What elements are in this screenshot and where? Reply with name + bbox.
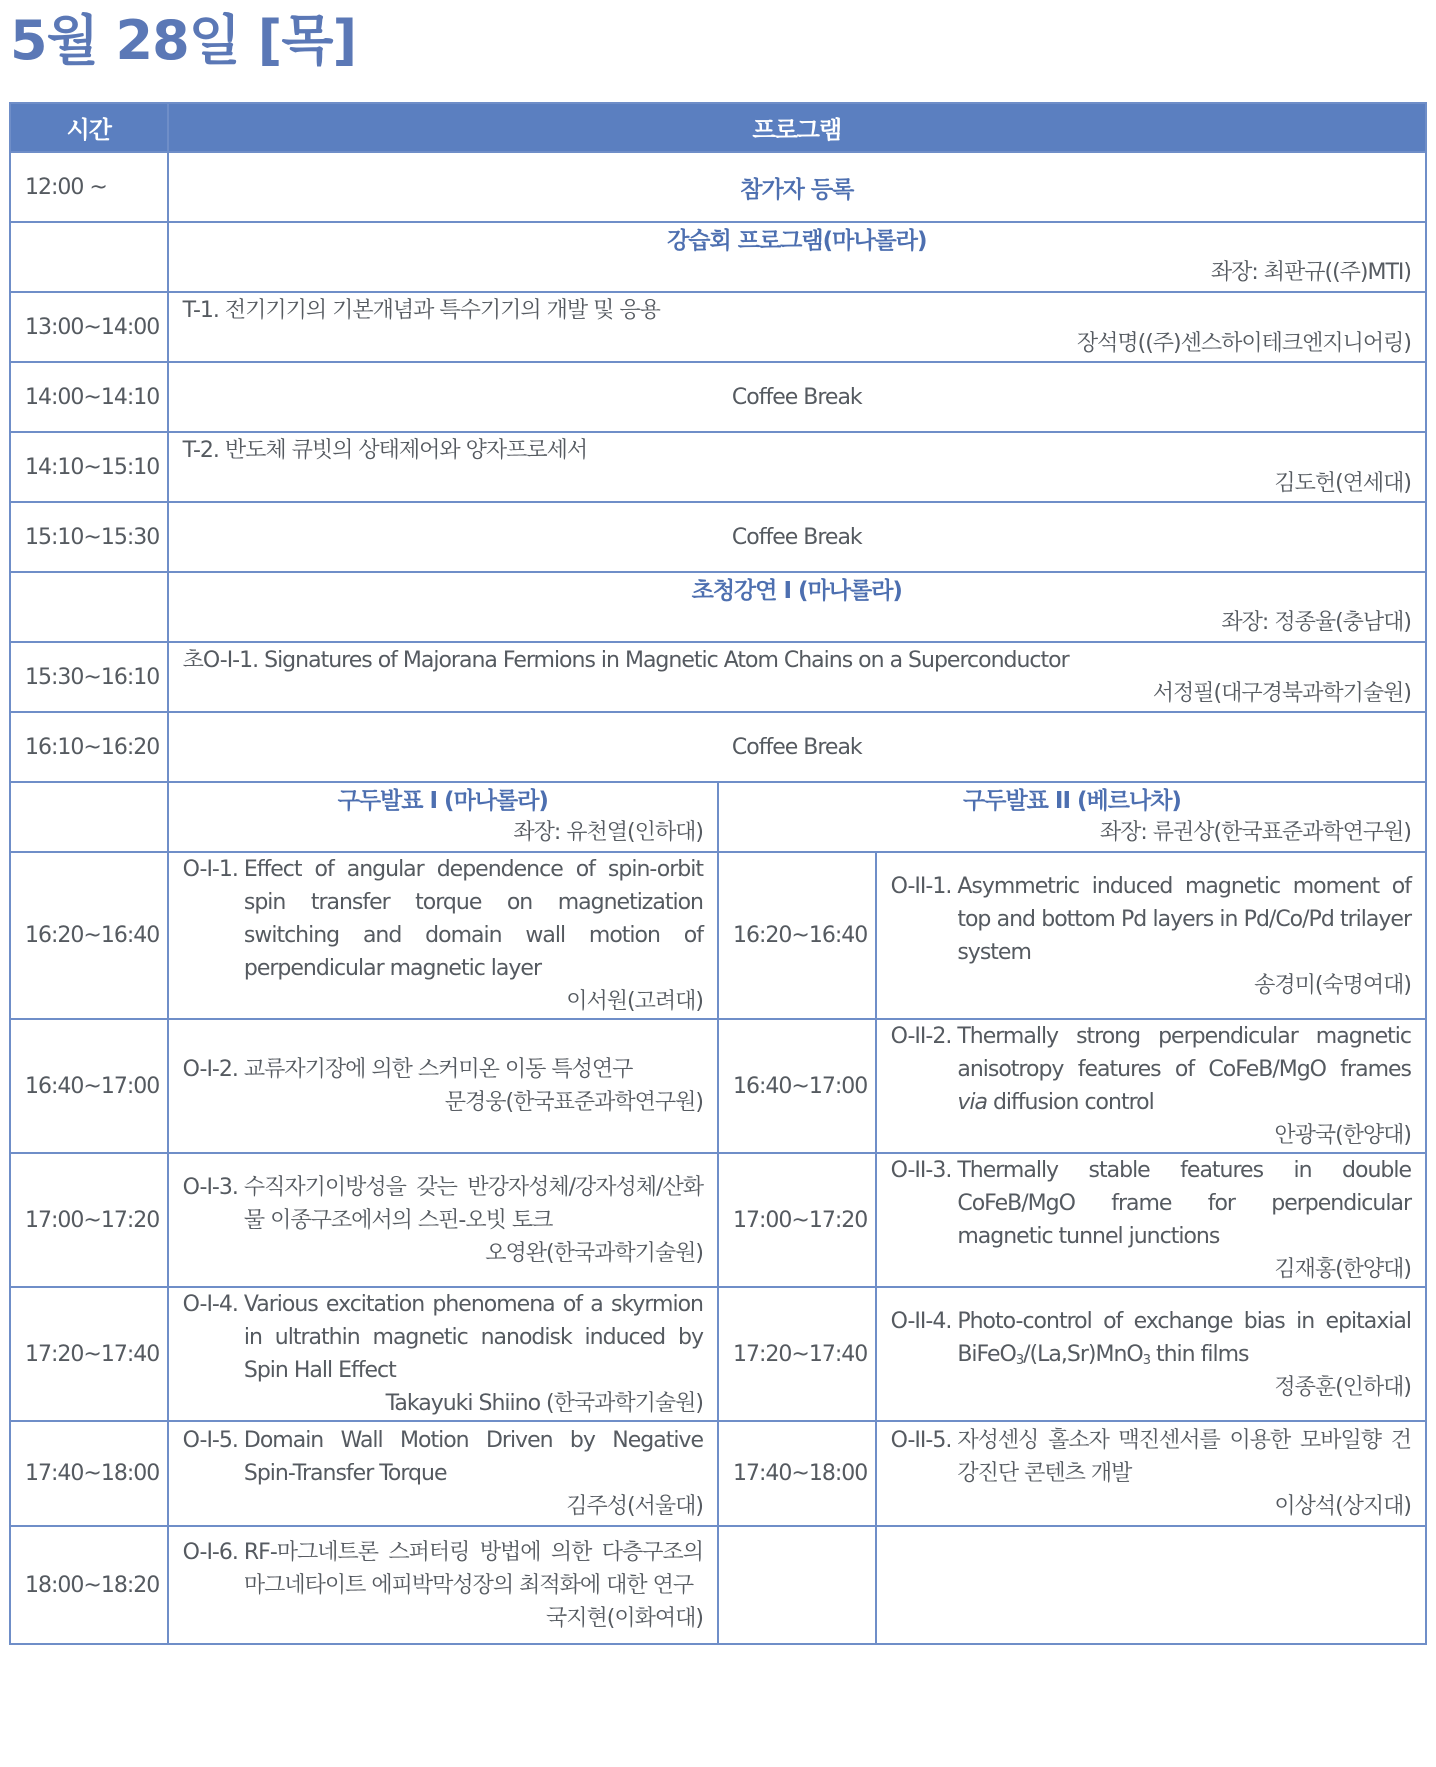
talk-speaker: 안광국(한양대) — [1274, 1123, 1411, 1148]
talk-cell — [876, 852, 1426, 1019]
page-title: 5월 28일 [목] — [10, 9, 357, 72]
session-title: 초청강연 I (마나롤라) — [691, 578, 902, 604]
talk-code: O-II-5. — [890, 1428, 952, 1453]
talk-cell — [168, 1019, 718, 1153]
session-chair: 좌장: 정종율(충남대) — [1221, 610, 1411, 635]
empty-cell — [718, 1526, 876, 1644]
talk-cell — [168, 292, 1426, 362]
talk-cell — [876, 1019, 1426, 1153]
talk-cell — [168, 432, 1426, 502]
time-cell: 16:10~16:20 — [10, 712, 168, 782]
talk-cell — [168, 1421, 718, 1526]
time-cell — [10, 222, 168, 292]
session-header-right — [718, 782, 1426, 852]
talk-title: 교류자기장에 의한 스커미온 이동 특성연구 — [243, 1057, 633, 1082]
table-row — [10, 362, 1426, 432]
talk-speaker: 오영완(한국과학기술원) — [485, 1240, 703, 1266]
talk-title: 자성센싱 홀소자 맥진센서를 이용한 모바일향 건강진단 콘텐츠 개발 — [957, 1428, 1411, 1486]
talk-code: O-II-2. — [890, 1024, 952, 1049]
talk-title: Thermally strong perpendicular magnetic anisotropy features of CoFeB/MgO frames via diffusion control — [957, 1024, 1411, 1115]
talk-speaker: 김주성(서울대) — [566, 1494, 703, 1519]
talk-title: 초O-I-1. Signatures of Majorana Fermions in Magnetic Atom Chains on a Superconductor — [182, 648, 1069, 673]
empty-cell — [876, 1526, 1426, 1644]
talk-speaker: 정종훈(인하대) — [1274, 1374, 1411, 1400]
talk-speaker: 서정필(대구경북과학기술원) — [1152, 681, 1411, 706]
talk-title: Domain Wall Motion Driven by Negative Spin-Transfer Torque — [243, 1428, 703, 1486]
talk-code: O-I-4. — [182, 1292, 238, 1317]
talk-speaker: 김도헌(연세대) — [1274, 471, 1411, 496]
time-cell: 17:40~18:00 — [718, 1421, 876, 1526]
talk-code: O-I-3. — [182, 1174, 238, 1200]
table-row — [10, 1019, 1426, 1153]
talk-title: Thermally stable features in double CoFeB/MgO frame for perpendicular magnetic tunnel junctions — [957, 1158, 1411, 1249]
table-header-row — [10, 103, 1426, 152]
program-header: 프로그램 — [168, 103, 1426, 152]
time-cell — [10, 782, 168, 852]
talk-cell — [168, 642, 1426, 712]
talk-code: O-I-2. — [182, 1057, 238, 1082]
talk-speaker: 국지현(이화여대) — [546, 1605, 703, 1631]
talk-speaker: 문경웅(한국표준과학연구원) — [444, 1090, 703, 1115]
time-cell: 17:00~17:20 — [10, 1153, 168, 1287]
time-cell: 17:20~17:40 — [10, 1287, 168, 1421]
talk-code: O-II-3. — [890, 1158, 952, 1183]
coffee-break: Coffee Break — [168, 362, 1426, 432]
talk-cell — [168, 1287, 718, 1421]
time-cell: 17:40~18:00 — [10, 1421, 168, 1526]
talk-speaker: 김재홍(한양대) — [1274, 1257, 1411, 1282]
talk-code: O-I-5. — [182, 1428, 238, 1453]
talk-speaker: Takayuki Shiino (한국과학기술원) — [385, 1391, 703, 1416]
talk-title: Photo-control of exchange bias in epitaxial BiFeO$_3$/(La,Sr)MnO$_3$ thin films — [957, 1308, 1411, 1368]
talk-title: Asymmetric induced magnetic moment of top and bottom Pd layers in Pd/Co/Pd trilayer system — [957, 873, 1411, 965]
talk-speaker: 장석명((주)센스하이테크엔지니어링) — [1076, 331, 1411, 356]
time-cell: 17:20~17:40 — [718, 1287, 876, 1421]
talk-cell — [168, 852, 718, 1019]
talk-cell — [876, 1421, 1426, 1526]
time-header: 시간 — [10, 103, 168, 152]
table-row — [10, 292, 1426, 362]
talk-title: Effect of angular dependence of spin-orbit spin transfer torque on magnetization switching and domain wall motion of perpendicular magnetic layer — [243, 857, 703, 981]
time-cell — [10, 572, 168, 642]
time-cell: 15:10~15:30 — [10, 502, 168, 572]
session-header-row — [10, 572, 1426, 642]
talk-speaker: 이서원(고려대) — [566, 989, 703, 1014]
time-cell: 16:40~17:00 — [718, 1019, 876, 1153]
session-title: 구두발표 II (베르나차) — [963, 788, 1181, 814]
table-row — [10, 502, 1426, 572]
talk-cell — [876, 1153, 1426, 1287]
table-row — [10, 1153, 1426, 1287]
talk-title: RF-마그네트론 스퍼터링 방법에 의한 다층구조의 마그네타이트 에피박막성장의 최적화에 대한 연구 — [243, 1539, 703, 1598]
coffee-break: Coffee Break — [168, 712, 1426, 782]
session-header-row — [10, 782, 1426, 852]
table-row — [10, 432, 1426, 502]
time-cell: 15:30~16:10 — [10, 642, 168, 712]
session-chair: 좌장: 유천열(인하대) — [513, 820, 703, 845]
table-row — [10, 642, 1426, 712]
session-chair: 좌장: 류권상(한국표준과학연구원) — [1099, 820, 1411, 845]
talk-code: O-II-1. — [890, 873, 952, 899]
time-cell: 16:20~16:40 — [718, 852, 876, 1019]
time-cell: 14:10~15:10 — [10, 432, 168, 502]
talk-title: T-2. 반도체 큐빗의 상태제어와 양자프로세서 — [182, 438, 588, 463]
talk-cell — [876, 1287, 1426, 1421]
time-cell: 12:00 ~ — [10, 152, 168, 222]
session-header-left — [168, 782, 718, 852]
table-row — [10, 712, 1426, 782]
session-header — [168, 572, 1426, 642]
table-row — [10, 1421, 1426, 1526]
talk-title: Various excitation phenomena of a skyrmion in ultrathin magnetic nanodisk induced by Spin Hall Effect — [243, 1292, 703, 1383]
talk-code: O-I-1. — [182, 857, 238, 882]
time-cell: 14:00~14:10 — [10, 362, 168, 432]
session-header — [168, 222, 1426, 292]
talk-code: O-I-6. — [182, 1539, 238, 1565]
talk-title: T-1. 전기기기의 기본개념과 특수기기의 개발 및 응용 — [182, 298, 660, 323]
talk-code: O-II-4. — [890, 1308, 952, 1334]
time-cell: 17:00~17:20 — [718, 1153, 876, 1287]
time-cell: 16:20~16:40 — [10, 852, 168, 1019]
time-cell: 13:00~14:00 — [10, 292, 168, 362]
talk-speaker: 이상석(상지대) — [1274, 1494, 1411, 1519]
talk-speaker: 송경미(숙명여대) — [1254, 972, 1411, 998]
session-header-row — [10, 222, 1426, 292]
talk-cell — [168, 1153, 718, 1287]
time-cell: 16:40~17:00 — [10, 1019, 168, 1153]
session-chair: 좌장: 최판규((주)MTI) — [1210, 260, 1411, 285]
session-title: 강습회 프로그램(마나롤라) — [667, 228, 927, 254]
table-row — [10, 1287, 1426, 1421]
coffee-break: Coffee Break — [168, 502, 1426, 572]
talk-title: 수직자기이방성을 갖는 반강자성체/강자성체/산화물 이종구조에서의 스핀-오빗 토크 — [243, 1174, 703, 1233]
table-row — [10, 852, 1426, 1019]
schedule-table — [9, 102, 1427, 1645]
time-cell: 18:00~18:20 — [10, 1526, 168, 1644]
session-title: 구두발표 I (마나롤라) — [337, 788, 548, 814]
table-row — [10, 1526, 1426, 1644]
talk-cell — [168, 1526, 718, 1644]
table-row — [10, 152, 1426, 222]
registration-label: 참가자 등록 — [168, 152, 1426, 222]
